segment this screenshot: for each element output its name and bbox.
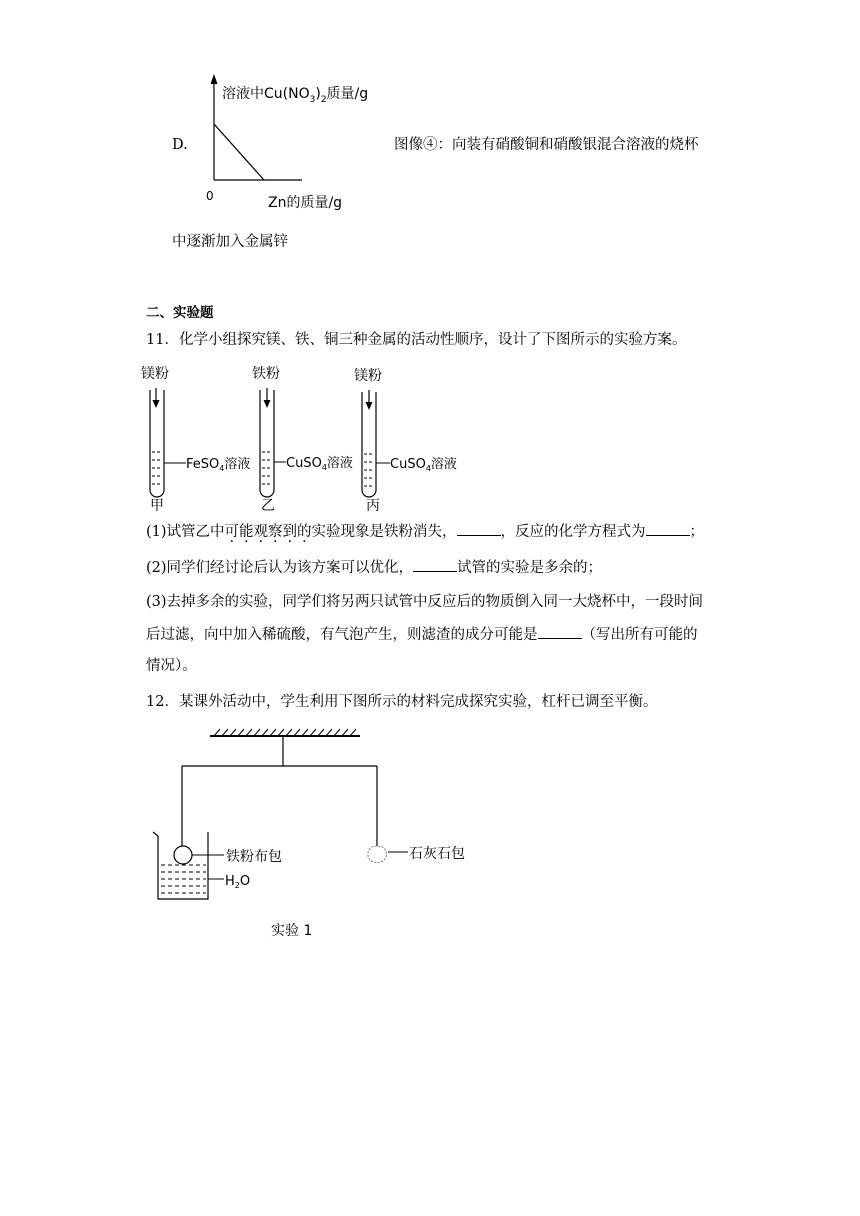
y-axis-label: 溶液中$Cu(NO_3)_2$质量/g (222, 86, 369, 105)
limestone-bag (368, 846, 387, 862)
option-d-graph (200, 72, 400, 212)
tube-yi-solution: CuSO$_4$溶液 (286, 456, 353, 472)
option-d-description-2: 中逐渐加入金属锌 (172, 234, 288, 250)
figure-caption: 实验 1 (271, 923, 313, 939)
answer-blank[interactable] (538, 624, 582, 639)
x-axis-label: Zn的质量/g (268, 195, 343, 211)
tube-yi-powder: 铁粉 (252, 366, 280, 382)
tube-bing-powder: 镁粉 (354, 368, 382, 384)
q11-part3-line3: 情况）。 (146, 658, 197, 674)
q12-figure (150, 724, 490, 944)
q11-part1: (1)试管乙中可能观察到的实验现象是铁粉消失， ，反应的化学方程式为 ； (146, 521, 704, 542)
q11-figure (140, 362, 480, 512)
water-label: $H_2O$ (225, 874, 251, 890)
tube-jia-name: 甲 (150, 498, 164, 514)
tube-jia (141, 365, 250, 514)
data-line (214, 124, 264, 180)
tube-jia-powder: 镁粉 (141, 366, 169, 382)
limestone-label: 石灰石包 (409, 846, 465, 862)
iron-bag-label: 铁粉布包 (226, 849, 282, 865)
q11-part3-line2: 后过滤，向中加入稀硫酸，有气泡产生，则滤渣的成分可能是 （写出所有可能的 (146, 624, 698, 645)
q11-part3-line1: (3)去掉多余的实验，同学们将另两只试管中反应后的物质倒入同一大烧杯中，一段时间 (146, 594, 704, 610)
option-d-label: D. (172, 137, 188, 153)
section-title: 二、实验题 (146, 305, 214, 321)
option-d-description-1: 图像④：向装有硝酸铜和硝酸银混合溶液的烧杯 (394, 137, 699, 153)
q12-stem: 12．某课外活动中，学生利用下图所示的材料完成探究实验，杠杆已调至平衡。 (146, 694, 658, 710)
iron-powder-bag (174, 846, 192, 864)
tube-bing-name: 丙 (366, 498, 380, 514)
tube-yi-name: 乙 (261, 498, 275, 514)
tube-jia-solution: FeSO$_4$溶液 (186, 457, 251, 473)
q11-part2: (2)同学们经讨论后认为该方案可以优化， 试管的实验是多余的； (146, 557, 602, 578)
answer-blank[interactable] (646, 521, 690, 536)
q11-stem: 11．化学小组探究镁、铁、铜三种金属的活动性顺序，设计了下图所示的实验方案。 (146, 332, 687, 348)
tube-bing (354, 367, 457, 514)
answer-blank[interactable] (413, 557, 457, 572)
answer-blank[interactable] (457, 521, 501, 536)
tube-bing-solution: CuSO$_4$溶液 (390, 457, 457, 473)
tube-yi (252, 365, 353, 514)
origin-label: 0 (206, 189, 214, 203)
